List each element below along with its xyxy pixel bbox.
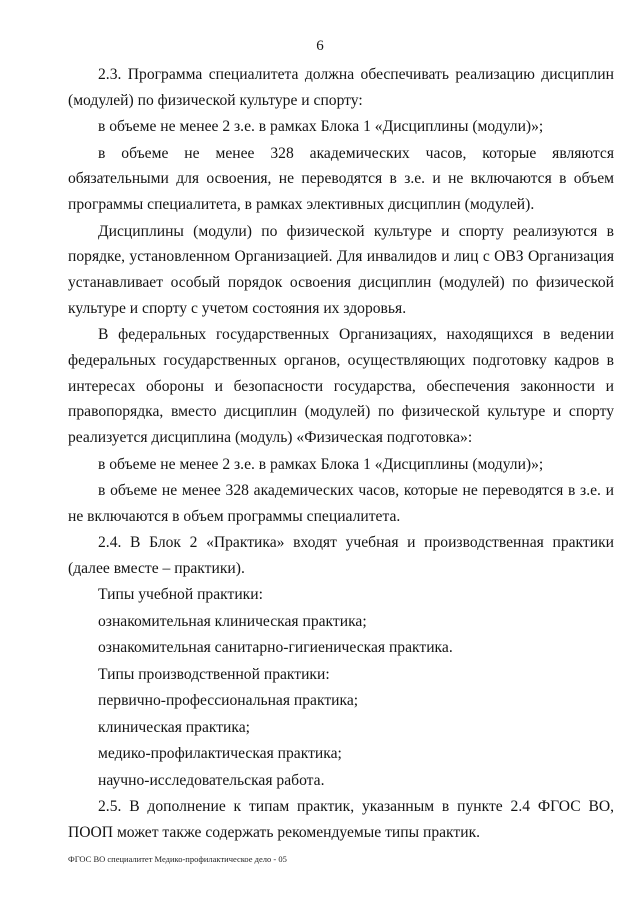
document-body (68, 62, 614, 846)
paragraph-educational-practice-types: Типы учебной практики: (98, 586, 263, 604)
list-item-practice: научно-исследовательская работа. (98, 771, 325, 789)
paragraph-pt-block1: в объеме не менее 2 з.е. в рамках Блока 1 «Дисциплины (модули)»; (98, 455, 544, 473)
list-item-practice: ознакомительная клиническая практика; (98, 612, 367, 630)
list-item-practice: клиническая практика; (98, 718, 250, 736)
paragraph-pt-hours: в объеме не менее 328 академических часов, которые не переводятся в з.е. и не включаются в объем программы специалитета. (68, 482, 614, 525)
paragraph-industrial-practice-types: Типы производственной практики: (98, 665, 330, 683)
list-item-practice: ознакомительная санитарно-гигиеническая практика. (98, 639, 453, 657)
paragraph-pe-block1: в объеме не менее 2 з.е. в рамках Блока 1 «Дисциплины (модули)»; (98, 118, 544, 136)
paragraph-2-4: 2.4. В Блок 2 «Практика» входят учебная и производственная практики (далее вместе – практики). (68, 534, 614, 577)
list-item-practice: медико-профилактическая практика; (98, 745, 342, 763)
paragraph-2-5: 2.5. В дополнение к типам практик, указанным в пункте 2.4 ФГОС ВО, ПООП может также содержать рекомендуемые типы практик. (68, 798, 614, 842)
page-footer: ФГОС ВО специалитет Медико-профилактическое дело - 05 (68, 854, 287, 864)
paragraph-2-3: 2.3. Программа специалитета должна обеспечивать реализацию дисциплин (модулей) по физической культуре и спорту: (68, 66, 614, 109)
list-item-practice: первично-профессиональная практика; (98, 692, 359, 710)
paragraph-pe-order: Дисциплины (модули) по физической культуре и спорту реализуются в порядке, установленном Организацией. Для инвалидов и лиц с ОВЗ Организация устанавливает особый порядок освоения дисциплин (модулей) по физической культуре и спорту с учетом состояния их здоровья. (68, 222, 614, 317)
page-number: 6 (316, 38, 324, 54)
paragraph-federal-organizations: В федеральных государственных Организациях, находящихся в ведении федеральных государственных органов, осуществляющих подготовку кадров в интересах обороны и безопасности государства, обеспечения законности и правопорядка, вместо дисциплин (модулей) по физической культуре и спорту реализуется дисциплина (модуль) «Физическая подготовка»: (68, 326, 614, 447)
paragraph-pe-hours: в объеме не менее 328 академических часов, которые являются обязательными для освоения, не переводятся в з.е. и не включаются в объем программы специалитета, в рамках элективных дисциплин (модулей). (68, 144, 614, 214)
